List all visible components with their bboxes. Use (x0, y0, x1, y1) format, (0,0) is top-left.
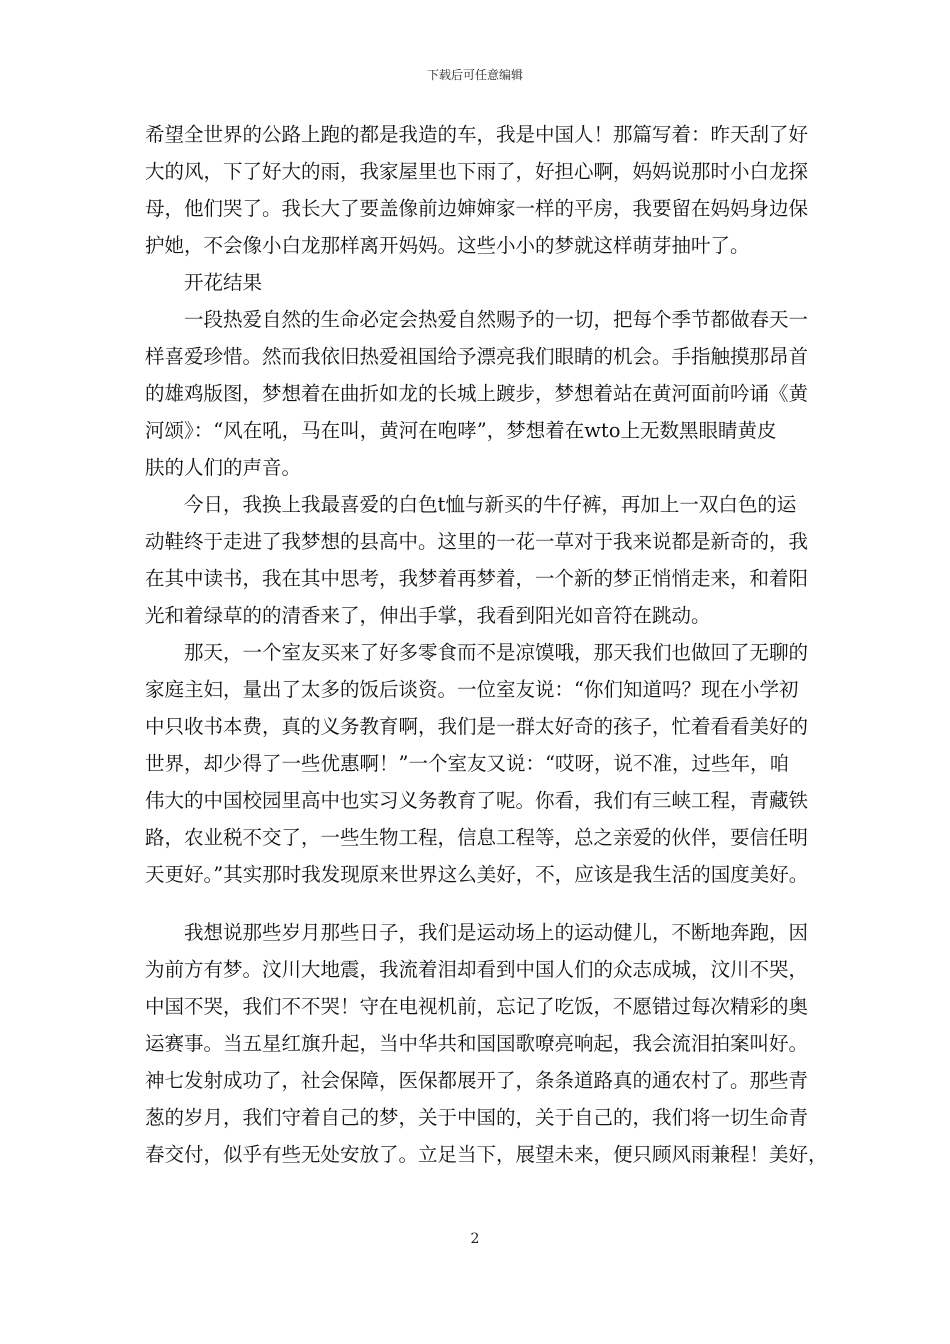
text-line: 光和着绿草的的清香来了，伸出手掌，我看到阳光如音符在跳动。 (145, 604, 711, 627)
text-line: 春交付，似乎有些无处安放了。立足当下，展望未来，便只顾风雨兼程！美好， (145, 1143, 828, 1166)
text-line: 那天，一个室友买来了好多零食而不是凉馍哦，那天我们也做回了无聊的 (145, 641, 809, 664)
page-number: 2 (470, 1231, 480, 1247)
text-line: 天更好。”其实那时我发现原来世界这么美好，不，应该是我生活的国度美好。 (145, 863, 809, 886)
text-line: 葱的岁月，我们守着自己的梦，关于中国的，关于自己的，我们将一切生命青 (145, 1106, 809, 1129)
paragraph-gap (145, 893, 817, 914)
text-line: 母，他们哭了。我长大了要盖像前边婶婶家一样的平房，我要留在妈妈身边保 (145, 197, 809, 220)
text-line: 大的风，下了好大的雨，我家屋里也下雨了，好担心啊，妈妈说那时小白龙探 (145, 160, 809, 183)
text-line: 河颂》：“风在吼，马在叫，黄河在咆哮”，梦想着在wto上无数黑眼睛黄皮 (145, 419, 777, 442)
text-line: 运赛事。当五星红旗升起，当中华共和国国歌嘹亮响起，我会流泪拍案叫好。 (145, 1032, 809, 1055)
text-line: 世界，却少得了一些优惠啊！”一个室友又说：“哎呀，说不准，过些年，咱 (145, 752, 789, 775)
text-line: 伟大的中国校园里高中也实习义务教育了呢。你看，我们有三峡工程，青藏铁 (145, 789, 809, 812)
text-line: 我想说那些岁月那些日子，我们是运动场上的运动健儿，不断地奔跑，因 (145, 921, 809, 944)
text-line: 护她，不会像小白龙那样离开妈妈。这些小小的梦就这样萌芽抽叶了。 (145, 234, 750, 257)
text-line: 的雄鸡版图，梦想着在曲折如龙的长城上踱步，梦想着站在黄河面前吟诵《黄 (145, 382, 809, 405)
text-line: 中只收书本费，真的义务教育啊，我们是一群太好奇的孩子，忙着看看美好的 (145, 715, 809, 738)
section-heading: 开花结果 (145, 271, 263, 294)
body-text (145, 116, 828, 1173)
text-line: 一段热爱自然的生命必定会热爱自然赐予的一切，把每个季节都做春天一 (145, 308, 809, 331)
text-line: 动鞋终于走进了我梦想的县高中。这里的一花一草对于我来说都是新奇的，我 (145, 530, 809, 553)
text-line: 今日，我换上我最喜爱的白色t恤与新买的牛仔裤，再加上一双白色的运 (145, 493, 797, 516)
text-line: 路，农业税不交了，一些生物工程，信息工程等，总之亲爱的伙伴，要信任明 (145, 826, 809, 849)
text-line: 神七发射成功了，社会保障，医保都展开了，条条道路真的通农村了。那些青 (145, 1069, 809, 1092)
text-line: 希望全世界的公路上跑的都是我造的车，我是中国人！那篇写着：昨天刮了好 (145, 123, 809, 146)
text-line: 中国不哭，我们不不哭！守在电视机前，忘记了吃饭，不愿错过每次精彩的奥 (145, 995, 809, 1018)
text-line: 家庭主妇，量出了太多的饭后谈资。一位室友说：“你们知道吗？现在小学初 (145, 678, 799, 701)
text-line: 为前方有梦。汶川大地震，我流着泪却看到中国人们的众志成城，汶川不哭， (145, 958, 809, 981)
text-line: 在其中读书，我在其中思考，我梦着再梦着，一个新的梦正悄悄走来，和着阳 (145, 567, 809, 590)
text-line: 肤的人们的声音。 (145, 456, 302, 479)
page-header: 下载后可任意编辑 (426, 68, 523, 82)
text-line: 样喜爱珍惜。然而我依旧热爱祖国给予漂亮我们眼睛的机会。手指触摸那昂首 (145, 345, 809, 368)
